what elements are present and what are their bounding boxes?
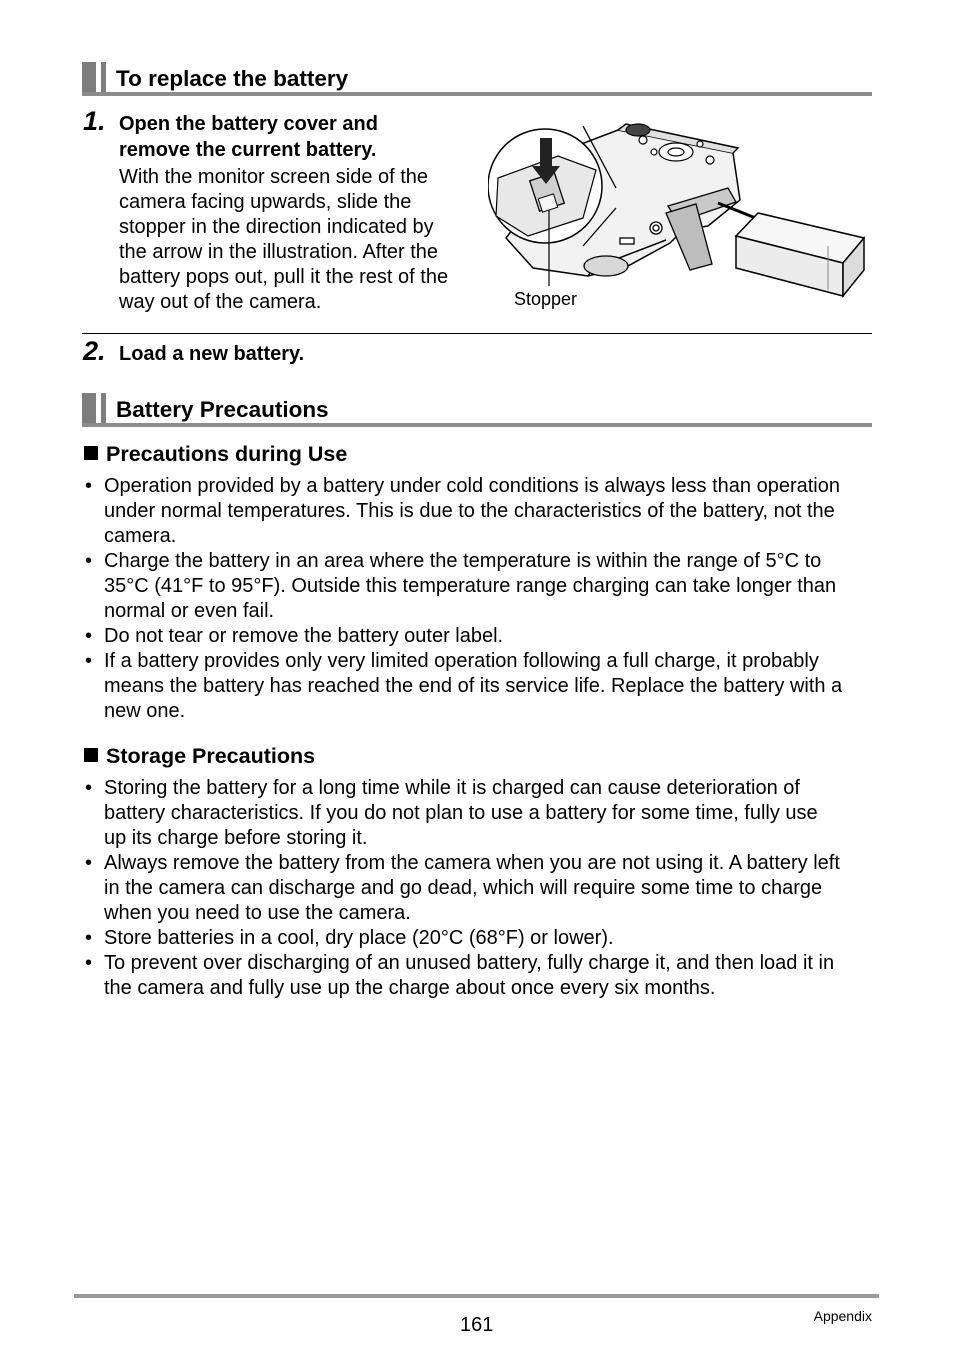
text-line: camera. <box>104 525 177 547</box>
step-number: 2. <box>83 336 106 366</box>
battery-removal-illustration <box>488 118 868 298</box>
text-line: the arrow in the illustration. After the <box>119 241 439 263</box>
lens-ring <box>584 256 628 276</box>
header-bar-marker <box>101 62 106 93</box>
section-header-replace-battery <box>82 60 872 96</box>
step-number: 1. <box>83 106 106 136</box>
header-bar-marker <box>101 393 106 424</box>
text-line: • Charge the battery in an area where the temperature is within the range of 5°C to <box>104 550 822 572</box>
list-item <box>82 624 874 649</box>
step-title-line: remove the current battery. <box>119 139 377 161</box>
header-rule <box>82 423 872 427</box>
header-bar-marker <box>82 393 96 424</box>
list-item <box>82 474 874 549</box>
text-line: normal or even fail. <box>104 600 275 622</box>
text-line: • To prevent over discharging of an unused battery, fully charge it, and then load it in <box>104 952 835 974</box>
list-item <box>82 549 874 624</box>
list-item <box>82 851 874 926</box>
subheading-text: Storage Precautions <box>106 744 316 768</box>
text-line: battery characteristics. If you do not plan to use a battery for some time, fully use <box>104 802 818 824</box>
text-line: new one. <box>104 700 186 722</box>
page-number: 161 <box>460 1314 494 1336</box>
square-bullet-icon <box>84 446 98 460</box>
text-line: way out of the camera. <box>119 291 322 313</box>
text-line: means the battery has reached the end of its service life. Replace the battery with a <box>104 675 843 697</box>
step-title: Load a new battery. <box>119 343 305 365</box>
step-divider <box>82 333 872 334</box>
text-line: under normal temperatures. This is due to the characteristics of the battery, not the <box>104 500 835 522</box>
header-rule <box>82 92 872 96</box>
text-line: • Storing the battery for a long time while it is charged can cause deterioration of <box>104 777 800 799</box>
text-line: • Store batteries in a cool, dry place (20°C (68°F) or lower). <box>104 927 614 949</box>
precautions-use-list <box>82 474 874 724</box>
subheading-precautions-use <box>84 442 347 467</box>
step-description <box>119 165 448 315</box>
step-title-line: Open the battery cover and <box>119 113 378 135</box>
text-line: • Operation provided by a battery under cold conditions is always less than operation <box>104 475 840 497</box>
text-line: • Always remove the battery from the camera when you are not using it. A battery left <box>104 852 840 874</box>
square-bullet-icon <box>84 748 98 762</box>
section-header-battery-precautions <box>82 391 872 427</box>
text-line: the camera and fully use up the charge about once every six months. <box>104 977 716 999</box>
storage-precautions-list <box>82 776 874 1001</box>
text-line: • Do not tear or remove the battery outer label. <box>104 625 504 647</box>
header-bar-marker <box>82 62 96 93</box>
subheading-text: Precautions during Use <box>106 442 348 466</box>
list-item <box>82 776 874 851</box>
text-line: 35°C (41°F to 95°F). Outside this temperature range charging can take longer than <box>104 575 837 597</box>
battery-pack <box>736 213 864 296</box>
list-item <box>82 951 874 1001</box>
text-line: With the monitor screen side of the <box>119 166 429 188</box>
section-title: To replace the battery <box>116 66 349 91</box>
text-line: in the camera can discharge and go dead, which will require some time to charge <box>104 877 823 899</box>
subheading-storage-precautions <box>84 744 315 769</box>
text-line: camera facing upwards, slide the <box>119 191 412 213</box>
step-title <box>119 111 378 163</box>
stopper-label: Stopper <box>514 289 578 309</box>
list-item <box>82 926 874 951</box>
list-item <box>82 649 874 724</box>
section-title: Battery Precautions <box>116 397 329 422</box>
text-line: when you need to use the camera. <box>104 902 411 924</box>
text-line: battery pops out, pull it the rest of the <box>119 266 449 288</box>
footer-section-label: Appendix <box>813 1308 872 1324</box>
footer-rule <box>74 1294 879 1298</box>
text-line: stopper in the direction indicated by <box>119 216 434 238</box>
text-line: • If a battery provides only very limited operation following a full charge, it probably <box>104 650 819 672</box>
text-line: up its charge before storing it. <box>104 827 368 849</box>
